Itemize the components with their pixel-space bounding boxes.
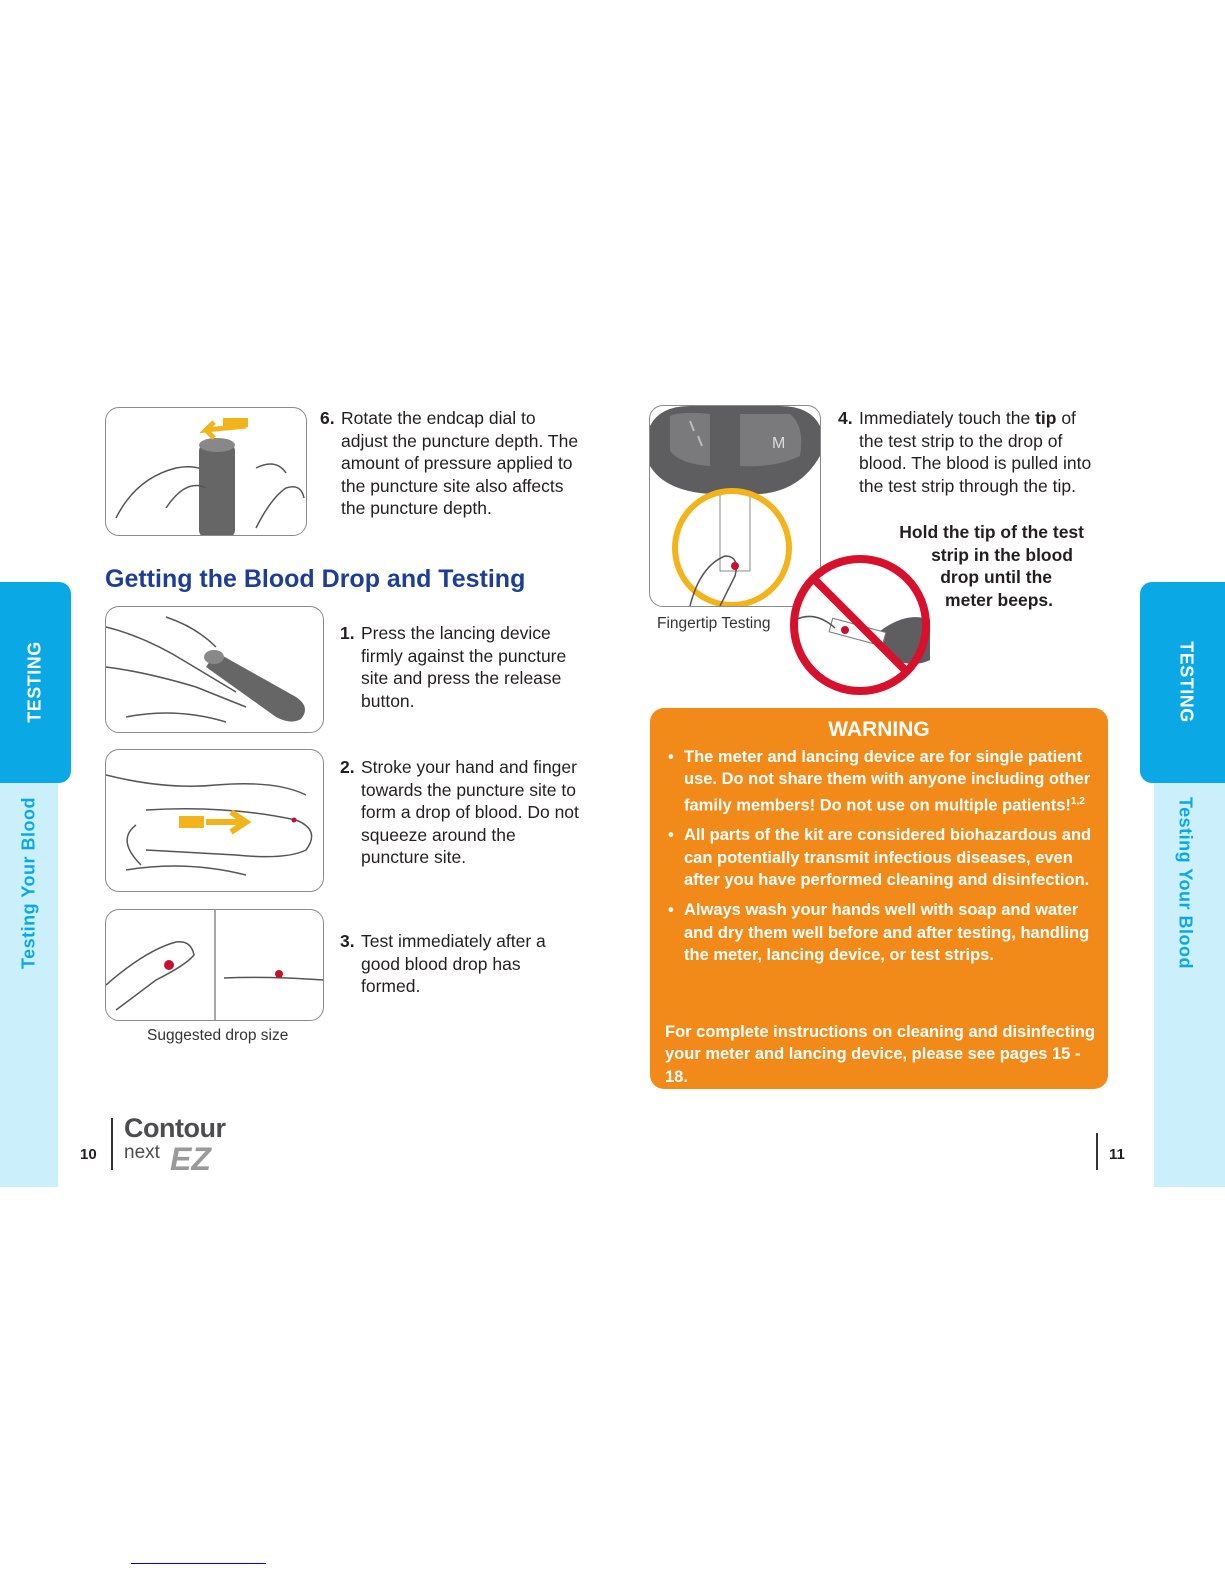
- footer-divider: [1096, 1133, 1098, 1170]
- side-tab-section-label: Testing Your Blood: [18, 797, 39, 969]
- step-2: [340, 756, 580, 869]
- warning-text: Always wash your hands well with soap and water and dry them well before and after testing, handling the meter, lancing device, or test strips.: [684, 901, 1090, 964]
- contour-next-ez-logo: [124, 1113, 234, 1177]
- step-number: 1.: [340, 623, 355, 643]
- step-4: [838, 407, 1098, 497]
- section-heading: Getting the Blood Drop and Testing: [105, 565, 526, 593]
- warning-bullet: • All parts of the kit are considered biohazardous and can potentially transmit infectious diseases, even after you have performed cleaning and disinfection.: [668, 826, 1092, 889]
- drop-size-caption: Suggested drop size: [147, 1027, 289, 1044]
- step-text-pre: Immediately touch the: [859, 408, 1036, 428]
- meter-m-button: M: [772, 435, 786, 452]
- side-tab-section-right: [1154, 783, 1225, 1187]
- endcap-dial-illustration: [105, 407, 307, 536]
- step-text-post: of the test strip to the drop of blood. The blood is pulled into the test strip through the tip.: [859, 408, 1092, 496]
- warning-box: [650, 708, 1108, 1089]
- footer-divider: [111, 1118, 113, 1170]
- logo-brand: Contour: [124, 1113, 226, 1143]
- step-text: Test immediately after a good blood drop has formed.: [361, 931, 546, 996]
- hold-line: Hold the tip of the test: [899, 522, 1084, 542]
- warning-text: The meter and lancing device are for single patient use. Do not share them with anyone including other family members! Do not use on multiple patients!: [684, 748, 1091, 815]
- step-number: 4.: [838, 408, 853, 428]
- step-1: [340, 622, 580, 712]
- warning-footnote-ref: 1,2: [1070, 795, 1085, 807]
- step-text: Rotate the endcap dial to adjust the puncture depth. The amount of pressure applied to the puncture site also affects the puncture depth.: [341, 408, 579, 518]
- warning-text: All parts of the kit are considered biohazardous and can potentially transmit infectious diseases, even after you have performed cleaning and disinfection.: [684, 826, 1092, 889]
- side-tab-label: TESTING: [1176, 641, 1197, 723]
- step-text: [859, 407, 1098, 497]
- logo-mark: EZ: [170, 1141, 211, 1177]
- side-tab-testing-right: [1140, 582, 1225, 783]
- stroke-finger-illustration: [105, 749, 324, 892]
- page-number-left: 10: [80, 1146, 97, 1163]
- warning-list: [664, 746, 1104, 974]
- warning-bullet: • Always wash your hands well with soap and water and dry them well before and after testing, handling the meter, lancing device, or test strips.: [668, 901, 1090, 964]
- warning-closing: For complete instructions on cleaning and disinfecting your meter and lancing device, please see pages 15 - 18.: [665, 1023, 1095, 1086]
- side-tab-label: TESTING: [24, 641, 45, 723]
- step-6: [320, 407, 580, 520]
- side-tab-testing-left: [0, 582, 71, 783]
- warning-bullet: • The meter and lancing device are for single patient use. Do not share them with anyone including other family members! Do not use on multiple patients!$^{1,2}$: [668, 748, 1091, 815]
- step-text: Press the lancing device firmly against the puncture site and press the release button.: [361, 623, 567, 711]
- page-number-right: 11: [1109, 1146, 1125, 1163]
- hold-line: strip in the blood: [931, 544, 1073, 565]
- side-tab-section-left: [0, 783, 58, 1187]
- step-3: [340, 930, 580, 998]
- step-number: 6.: [320, 408, 335, 428]
- hold-line: drop until the: [940, 567, 1052, 587]
- bottom-link-underline: [131, 1563, 266, 1564]
- step-text-bold: tip: [1035, 408, 1057, 428]
- hold-instruction: [880, 521, 1095, 611]
- side-tab-section-label: Testing Your Blood: [1175, 797, 1196, 969]
- fingertip-caption: Fingertip Testing: [657, 615, 771, 632]
- hold-line: meter beeps.: [945, 589, 1053, 610]
- logo-sub: next: [124, 1142, 160, 1163]
- step-text: Stroke your hand and finger towards the puncture site to form a drop of blood. Do not squeeze around the puncture site.: [361, 757, 579, 867]
- lancing-hand-illustration: [105, 606, 324, 733]
- step-number: 3.: [340, 931, 355, 951]
- warning-title: WARNING: [828, 718, 930, 741]
- step-number: 2.: [340, 757, 355, 777]
- blood-drop-size-illustration: [105, 909, 324, 1021]
